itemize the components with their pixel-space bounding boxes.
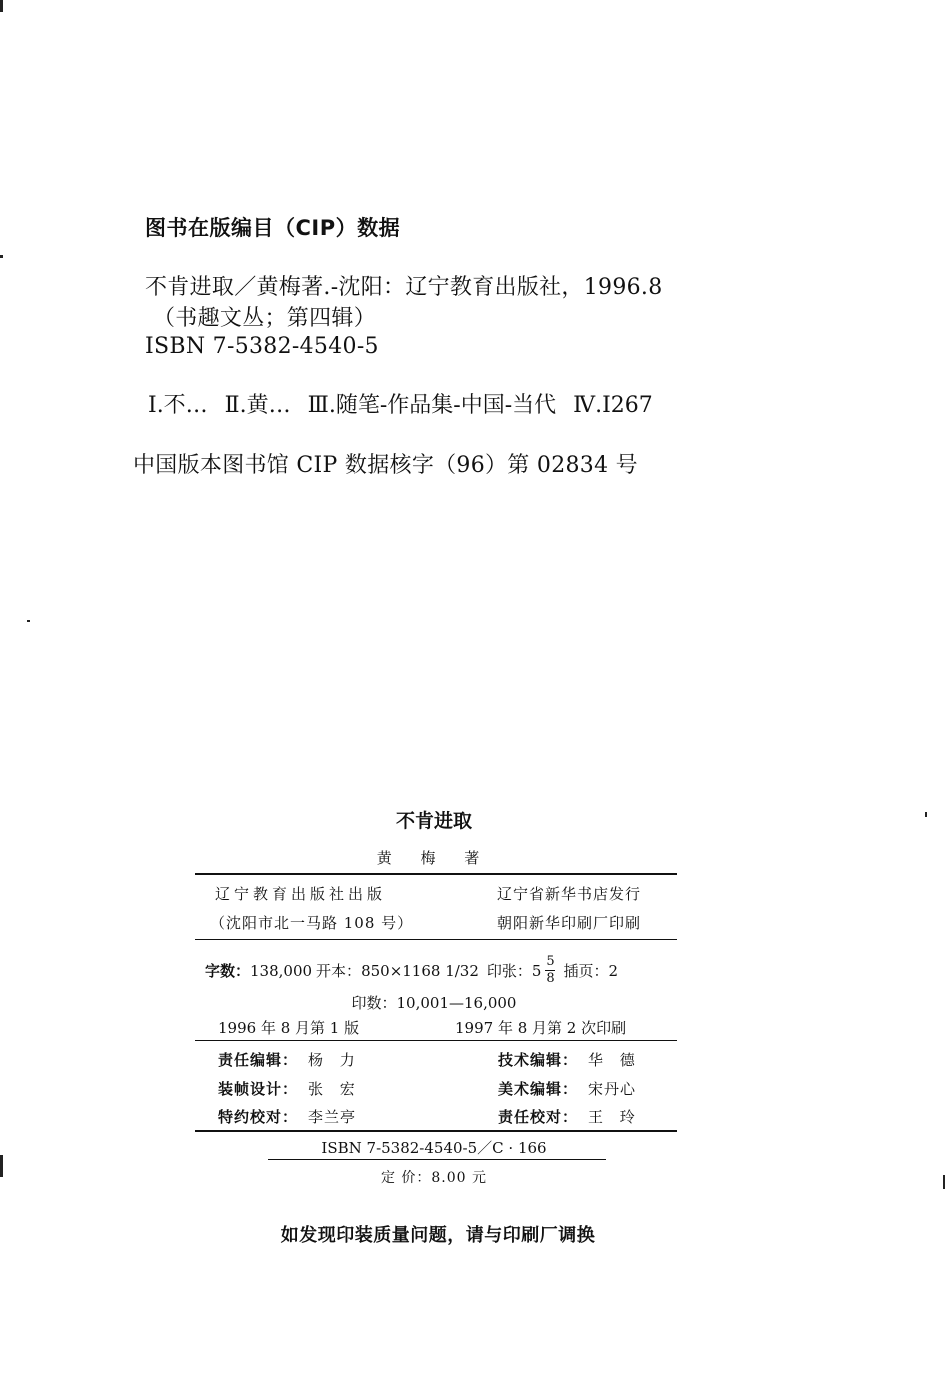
scan-speck — [943, 1175, 945, 1189]
scan-speck — [0, 1155, 3, 1177]
sheets-numerator: 5 — [546, 954, 555, 969]
binding-name: 张 宏 — [308, 1080, 361, 1098]
proof-name: 王 玲 — [588, 1108, 641, 1126]
cip-entry-title-line: 不肯进取／黄梅著.-沈阳：辽宁教育出版社，1996.8 — [145, 275, 663, 300]
colophon-price: 定 价：8.00 元 — [380, 1170, 488, 1186]
staff-editor — [218, 1049, 361, 1070]
cip-heading: 图书在版编目（CIP）数据 — [145, 216, 401, 240]
binding-label: 装帧设计： — [218, 1080, 299, 1098]
quality-notice: 如发现印装质量问题，请与印刷厂调换 — [280, 1225, 596, 1246]
staff-special-proofreader — [218, 1106, 356, 1127]
special-proof-name: 李兰亭 — [308, 1108, 357, 1126]
word-count-label: 字数： — [205, 962, 251, 980]
colophon-title: 不肯进取 — [395, 810, 472, 832]
edition-date: 1996 年 8 月第 1 版 — [218, 1019, 360, 1037]
special-proof-label: 特约校对： — [218, 1108, 299, 1126]
staff-art-editor — [498, 1078, 636, 1099]
art-editor-label: 美术编辑： — [498, 1080, 579, 1098]
tech-editor-name: 华 德 — [588, 1051, 641, 1069]
colophon-rule-price — [268, 1159, 606, 1160]
specifications-line — [205, 955, 618, 986]
format-label: 开本： — [316, 962, 362, 980]
word-count-value: 138,000 — [250, 961, 313, 980]
staff-binding-design — [218, 1078, 361, 1099]
cip-subject-headings: Ⅰ.不… Ⅱ.黄… Ⅲ.随笔-作品集-中国-当代 Ⅳ.I267 — [148, 393, 653, 418]
scan-speck — [27, 620, 30, 622]
tech-editor-label: 技术编辑： — [498, 1051, 579, 1069]
proof-label: 责任校对： — [498, 1108, 579, 1126]
print-run: 印数：10,001—16,000 — [351, 994, 517, 1012]
printing-date: 1997 年 8 月第 2 次印刷 — [455, 1019, 627, 1037]
publisher-name: 辽宁教育出版社出版 — [215, 885, 387, 903]
art-editor-name: 宋丹心 — [588, 1080, 637, 1098]
sheets-denominator: 8 — [546, 971, 555, 986]
cip-verification-number: 中国版本图书馆 CIP 数据核字（96）第 02834 号 — [133, 453, 638, 478]
sheets-fraction — [545, 955, 555, 986]
colophon-rule-publisher — [195, 939, 677, 940]
sheets-label: 印张： — [486, 962, 532, 980]
colophon-isbn: ISBN 7-5382-4540-5／C · 166 — [321, 1139, 547, 1157]
scan-speck — [0, 255, 3, 258]
cip-entry-series-line: （书趣文丛；第四辑） — [153, 306, 377, 331]
colophon-author: 黄 梅 著 — [376, 849, 492, 867]
printer-name: 朝阳新华印刷厂印刷 — [497, 914, 642, 932]
editor-name: 杨 力 — [308, 1051, 361, 1069]
distributor-name: 辽宁省新华书店发行 — [497, 885, 642, 903]
staff-proofreader — [498, 1106, 641, 1127]
scan-speck — [925, 812, 927, 817]
editor-label: 责任编辑： — [218, 1051, 299, 1069]
publisher-address: （沈阳市北一马路 108 号） — [210, 914, 414, 932]
colophon-rule-top — [195, 873, 677, 875]
sheets-whole: 5 — [531, 961, 542, 980]
colophon-rule-staff — [195, 1040, 677, 1041]
colophon-rule-isbn — [195, 1130, 677, 1132]
plates-label: 插页： — [563, 962, 609, 980]
plates-value: 2 — [608, 961, 619, 980]
format-value: 850×1168 1/32 — [361, 961, 479, 980]
scan-speck — [0, 0, 3, 12]
staff-tech-editor — [498, 1049, 641, 1070]
cip-entry-isbn-line: ISBN 7-5382-4540-5 — [145, 334, 379, 359]
